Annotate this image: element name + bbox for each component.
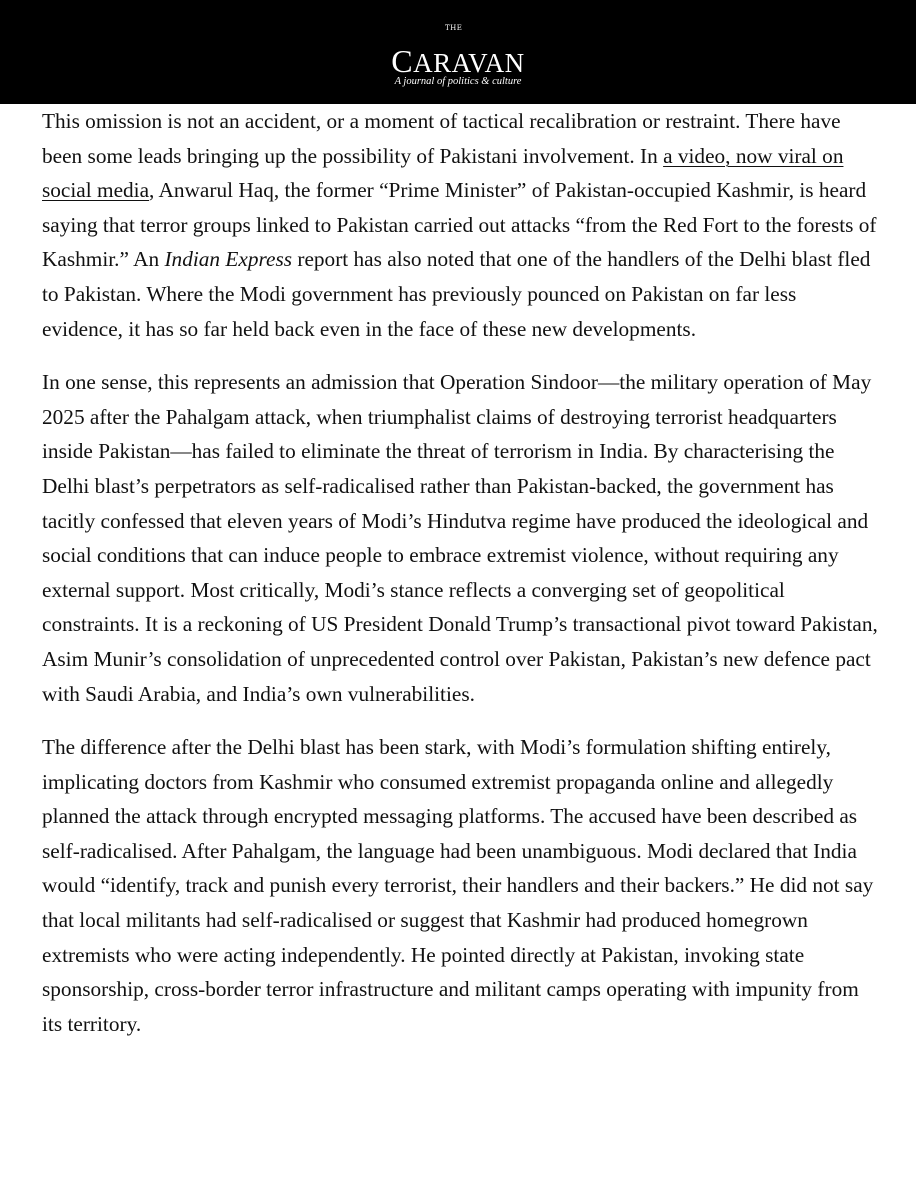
paragraph-1-text-c: report has also noted that one of the handlers of the Delhi blast fled to Pakistan. Where the Modi government has previously pounced on Pakistan on far less evidence, it has so far held back even in the face of these new developments. [42,247,871,341]
paragraph-2: In one sense, this represents an admission that Operation Sindoor—the military operation of May 2025 after the Pahalgam attack, when triumphalist claims of destroying terrorist headquarters inside Pakistan—has failed to eliminate the threat of terrorism in India. By characterising the Delhi blast’s perpetrators as self-radicalised rather than Pakistan-backed, the government has tacitly confessed that eleven years of Modi’s Hindutva regime have produced the ideological and social conditions that can induce people to embrace extremist violence, without requiring any external support. Most critically, Modi’s stance reflects a converging set of geopolitical constraints. It is a reckoning of US President Donald Trump’s transactional pivot toward Pakistan, Asim Munir’s consolidation of unprecedented control over Pakistan, Pakistan’s new defence pact with Saudi Arabia, and India’s own vulnerabilities. [42,370,878,706]
logo-initial: C [391,43,414,79]
logo-caravan[interactable] [0,45,916,77]
masthead-bar [0,0,916,104]
logo-rest: ARAVAN [413,48,525,78]
logo-tagline: A journal of politics & culture [394,76,522,87]
paragraph-1-text-b: , Anwarul Haq, the former “Prime Minister” of Pakistan-occupied Kashmir, is heard saying that terror groups linked to Pakistan carried out attacks “from the Red Fort to the forests of Kashmir.” An [42,178,877,272]
paragraph-1 [42,104,882,346]
paragraph-3: The difference after the Delhi blast has been stark, with Modi’s formulation shifting entirely, implicating doctors from Kashmir who consumed extremist propaganda online and allegedly planned the attack through encrypted messaging platforms. The accused have been described as self-radicalised. After Pahalgam, the language had been unambiguous. Modi declared that India would “identify, track and punish every terrorist, their handlers and their backers.” He did not say that local militants had self-radicalised or suggest that Kashmir had produced homegrown extremists who were acting independently. He pointed directly at Pakistan, invoking state sponsorship, cross-border terror infrastructure and militant camps operating with impunity from its territory. [42,735,874,1036]
viral-video-link[interactable]: a video, now viral on social media [42,143,844,203]
paragraph-1-text-a: This omission is not an accident, or a moment of tactical recalibration or restraint. There have been some leads bringing up the possibility of Pakistani involvement. In [42,109,841,168]
logo-the: THE [445,24,463,32]
article-body [42,104,882,1041]
publication-name: Indian Express [164,247,293,272]
